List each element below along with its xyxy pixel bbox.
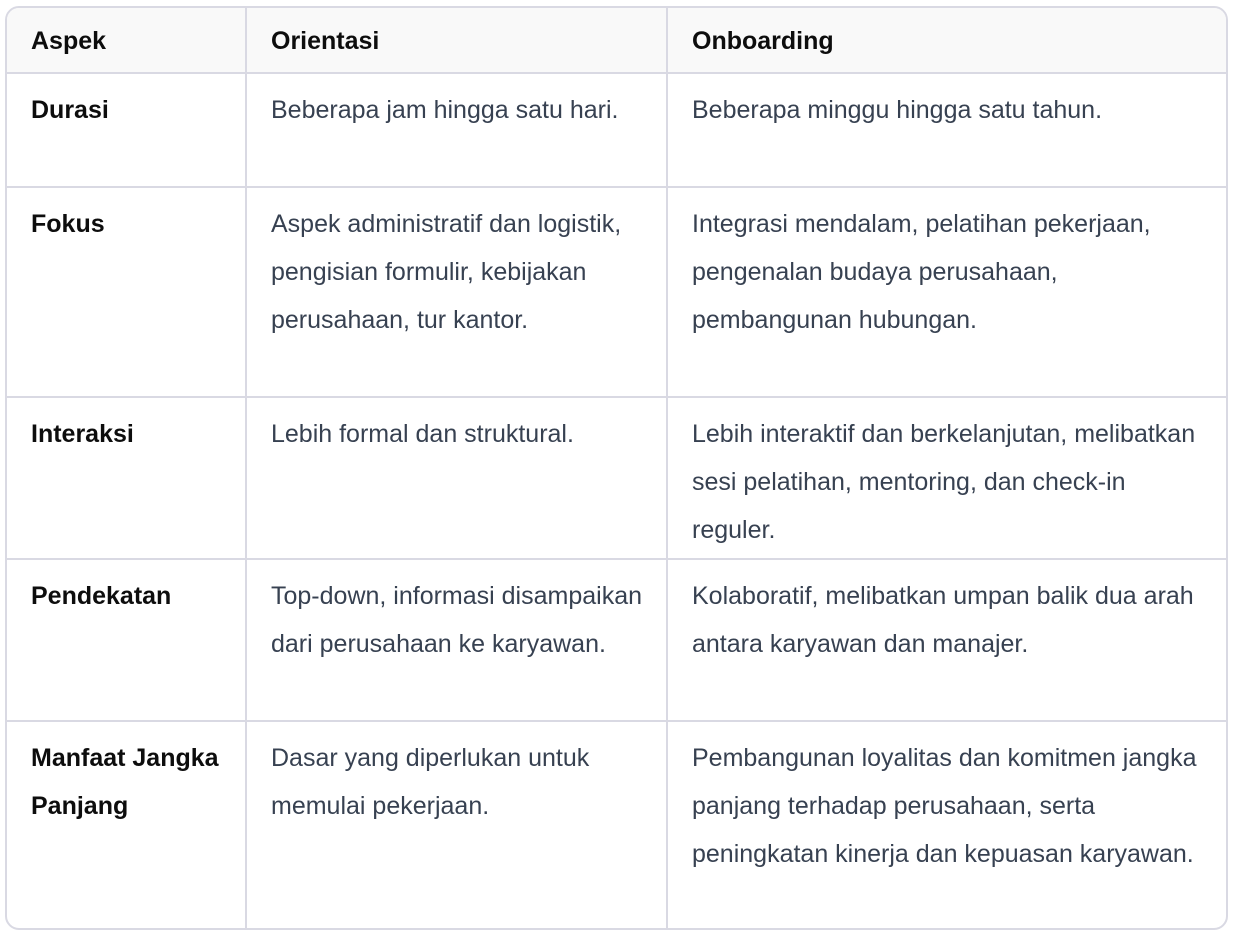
cell-onboarding: Lebih interaktif dan berkelanjutan, melibatkan sesi pelatihan, mentoring, dan check-in reguler. xyxy=(667,397,1226,559)
cell-orientasi: Lebih formal dan struktural. xyxy=(246,397,667,559)
table-body xyxy=(7,73,1226,928)
cell-orientasi: Dasar yang diperlukan untuk memulai pekerjaan. xyxy=(246,721,667,928)
table-row-interaksi xyxy=(7,397,1226,559)
cell-orientasi: Top-down, informasi disampaikan dari perusahaan ke karyawan. xyxy=(246,559,667,721)
cell-onboarding: Kolaboratif, melibatkan umpan balik dua arah antara karyawan dan manajer. xyxy=(667,559,1226,721)
table-row-manfaat xyxy=(7,721,1226,928)
cell-onboarding: Pembangunan loyalitas dan komitmen jangka panjang terhadap perusahaan, serta peningkatan kinerja dan kepuasan karyawan. xyxy=(692,744,1197,868)
cell-aspect: Interaksi xyxy=(7,397,246,559)
header-onboarding: Onboarding xyxy=(667,8,1226,73)
cell-onboarding: Beberapa minggu hingga satu tahun. xyxy=(667,73,1226,187)
comparison-table-container xyxy=(5,6,1228,930)
cell-orientasi: Beberapa jam hingga satu hari. xyxy=(246,73,667,187)
cell-aspect: Pendekatan xyxy=(7,559,246,721)
header-row xyxy=(7,8,1226,73)
cell-aspect: Durasi xyxy=(7,73,246,187)
cell-orientasi: Aspek administratif dan logistik, pengisian formulir, kebijakan perusahaan, tur kantor. xyxy=(246,187,667,397)
table-row-fokus xyxy=(7,187,1226,397)
table-row-pendekatan xyxy=(7,559,1226,721)
header-orientasi: Orientasi xyxy=(246,8,667,73)
table-header xyxy=(7,8,1226,73)
comparison-table xyxy=(7,8,1226,928)
table-row-durasi xyxy=(7,73,1226,187)
header-aspek: Aspek xyxy=(7,8,246,73)
cell-aspect: Fokus xyxy=(7,187,246,397)
cell-aspect: Manfaat Jangka Panjang xyxy=(7,721,246,928)
cell-onboarding: Integrasi mendalam, pelatihan pekerjaan, pengenalan budaya perusahaan, pembangunan hubungan. xyxy=(667,187,1226,397)
